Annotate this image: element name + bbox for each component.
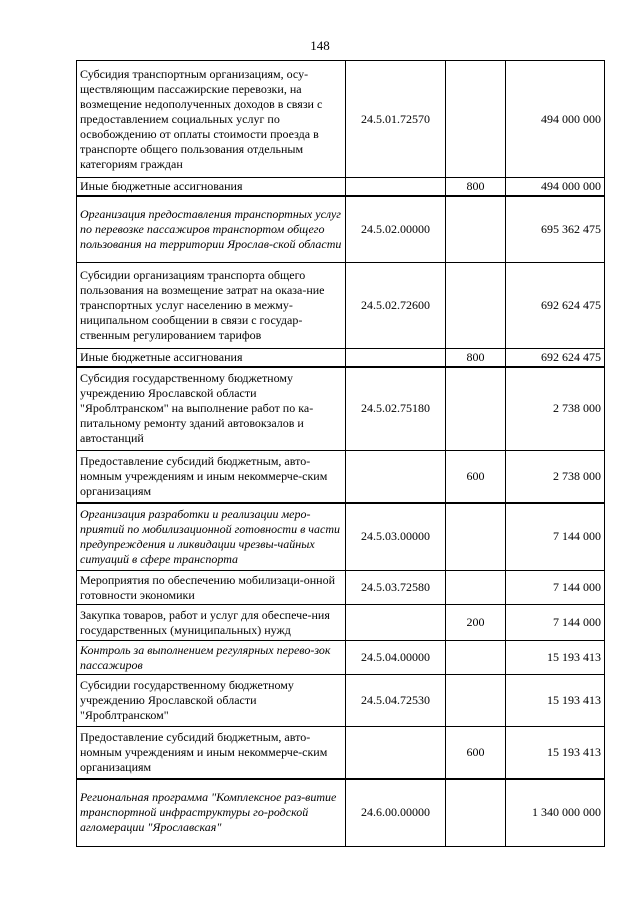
row-type: 600	[446, 451, 506, 503]
table-row	[77, 367, 605, 451]
row-code: 24.5.02.75180	[346, 367, 446, 451]
row-sum: 1 340 000 000	[506, 779, 605, 847]
row-code	[346, 727, 446, 779]
row-name: Субсидии организациям транспорта общего пользования на возмещение затрат на оказа-ние транспортных услуг населению в межму-ниципальном сообщении в связи с государ-ственным регулированием тарифов	[77, 262, 346, 348]
row-name: Предоставление субсидий бюджетным, авто-номным учреждениям и иным некоммерче-ским организациям	[77, 727, 346, 779]
table-row	[77, 262, 605, 348]
row-sum: 15 193 413	[506, 675, 605, 727]
row-sum: 494 000 000	[506, 178, 605, 197]
row-type	[446, 61, 506, 178]
table-row	[77, 641, 605, 675]
row-sum: 15 193 413	[506, 641, 605, 675]
row-code: 24.5.03.00000	[346, 503, 446, 571]
row-code: 24.5.04.00000	[346, 641, 446, 675]
row-sum: 692 624 475	[506, 348, 605, 367]
table-row	[77, 178, 605, 197]
row-sum: 494 000 000	[506, 61, 605, 178]
table-row	[77, 451, 605, 503]
row-type	[446, 196, 506, 262]
row-type	[446, 503, 506, 571]
row-code: 24.5.01.72570	[346, 61, 446, 178]
table-row	[77, 348, 605, 367]
row-name: Иные бюджетные ассигнования	[77, 178, 346, 197]
row-name: Субсидия транспортным организациям, осу-ществляющим пассажирские перевозки, на возмещение недополученных доходов в связи с предоставлением социальных услуг по освобождению от оплаты стоимости проезда в транспорте общего пользования отдельным категориям граждан	[77, 61, 346, 178]
row-type	[446, 262, 506, 348]
table-row	[77, 779, 605, 847]
table-row	[77, 61, 605, 178]
row-code: 24.5.02.00000	[346, 196, 446, 262]
row-sum: 7 144 000	[506, 503, 605, 571]
row-name: Субсидии государственному бюджетному учреждению Ярославской области "Яроблтранском"	[77, 675, 346, 727]
row-name: Мероприятия по обеспечению мобилизаци-онной готовности экономики	[77, 571, 346, 605]
row-sum: 692 624 475	[506, 262, 605, 348]
row-code	[346, 451, 446, 503]
row-code: 24.5.03.72580	[346, 571, 446, 605]
row-type	[446, 571, 506, 605]
row-type	[446, 675, 506, 727]
row-name: Региональная программа "Комплексное раз-витие транспортной инфраструктуры го-родской агломерации "Ярославская"	[77, 779, 346, 847]
row-code: 24.5.04.72530	[346, 675, 446, 727]
row-type	[446, 641, 506, 675]
row-name: Предоставление субсидий бюджетным, авто-номным учреждениям и иным некоммерче-ским организациям	[77, 451, 346, 503]
row-sum: 695 362 475	[506, 196, 605, 262]
row-code: 24.6.00.00000	[346, 779, 446, 847]
row-name: Иные бюджетные ассигнования	[77, 348, 346, 367]
row-type	[446, 367, 506, 451]
row-sum: 15 193 413	[506, 727, 605, 779]
table-row	[77, 727, 605, 779]
row-type	[446, 779, 506, 847]
budget-table	[76, 60, 605, 847]
row-type: 800	[446, 348, 506, 367]
row-code	[346, 605, 446, 641]
row-code: 24.5.02.72600	[346, 262, 446, 348]
row-name: Закупка товаров, работ и услуг для обеспече-ния государственных (муниципальных) нужд	[77, 605, 346, 641]
row-sum: 2 738 000	[506, 367, 605, 451]
row-code	[346, 348, 446, 367]
row-name: Субсидия государственному бюджетному учреждению Ярославской области "Яроблтранском" на выполнение работ по ка-питальному ремонту зданий автовокзалов и автостанций	[77, 367, 346, 451]
row-code	[346, 178, 446, 197]
table-row	[77, 605, 605, 641]
row-sum: 7 144 000	[506, 571, 605, 605]
row-name: Организация предоставления транспортных услуг по перевозке пассажиров транспортом общего пользования на территории Ярослав-ской области	[77, 196, 346, 262]
table-row	[77, 503, 605, 571]
row-name: Организация разработки и реализации меро-приятий по мобилизационной готовности в части предупреждения и ликвидации чрезвы-чайных ситуаций в сфере транспорта	[77, 503, 346, 571]
table-row	[77, 571, 605, 605]
table-row	[77, 196, 605, 262]
row-type: 800	[446, 178, 506, 197]
row-sum: 2 738 000	[506, 451, 605, 503]
row-name: Контроль за выполнением регулярных перево-зок пассажиров	[77, 641, 346, 675]
table-row	[77, 675, 605, 727]
row-type: 200	[446, 605, 506, 641]
row-type: 600	[446, 727, 506, 779]
row-sum: 7 144 000	[506, 605, 605, 641]
page-number: 148	[310, 38, 330, 53]
